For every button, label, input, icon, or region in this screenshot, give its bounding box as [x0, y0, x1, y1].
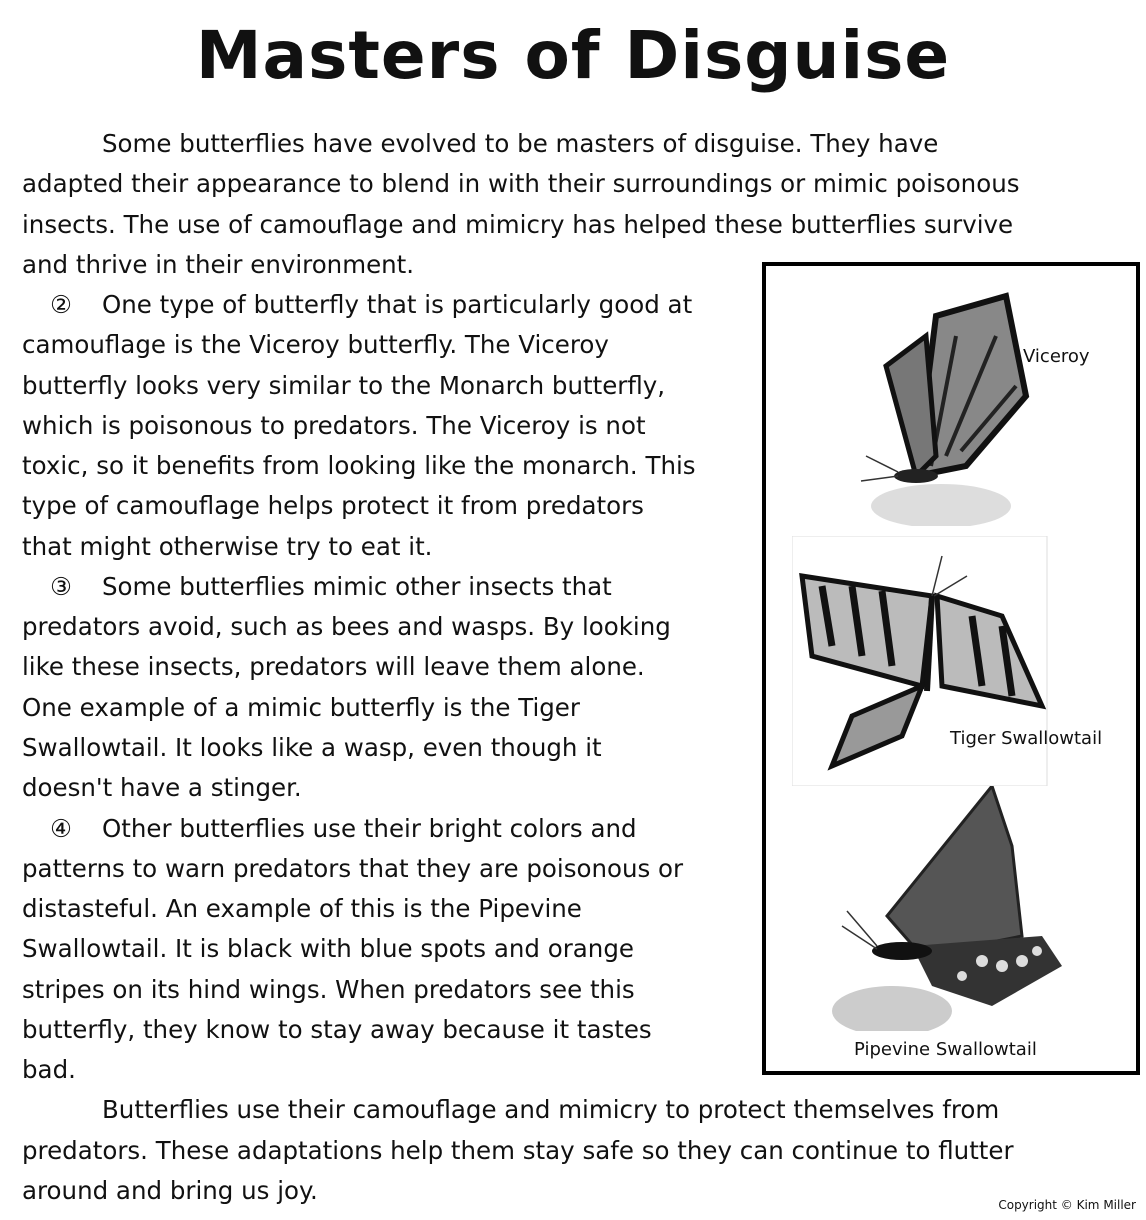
text-line: patterns to warn predators that they are poisonous or [22, 853, 684, 883]
viceroy-caption: Viceroy [1023, 346, 1090, 367]
pipevine-swallowtail-caption: Pipevine Swallowtail [854, 1039, 1037, 1060]
pipevine-swallowtail-image [832, 786, 1072, 1031]
text-line: insects. The use of camouflage and mimicry has helped these butterflies survive [22, 209, 1014, 239]
text-line: like these insects, predators will leave them alone. [22, 652, 645, 682]
figure-box [762, 262, 1140, 1075]
text-line: stripes on its hind wings. When predators see this [22, 974, 635, 1004]
text-line: Butterflies use their camouflage and mimicry to protect themselves from [102, 1095, 1000, 1125]
copyright-notice: Copyright © Kim Miller [998, 1198, 1136, 1212]
viceroy-butterfly-image [836, 276, 1056, 526]
page-title: Masters of Disguise [195, 17, 951, 94]
paragraph-number: ② [50, 290, 72, 320]
text-line: around and bring us joy. [22, 1175, 318, 1205]
text-line: Swallowtail. It is black with blue spots and orange [22, 934, 634, 964]
text-line: and thrive in their environment. [22, 249, 415, 279]
text-line: Some butterflies have evolved to be masters of disguise. They have [102, 129, 939, 158]
text-line: toxic, so it benefits from looking like the monarch. This [22, 451, 696, 481]
text-line: camouflage is the Viceroy butterfly. The Viceroy [22, 330, 609, 360]
tiger-swallowtail-caption: Tiger Swallowtail [950, 728, 1103, 749]
text-line: distasteful. An example of this is the Pipevine [22, 894, 582, 924]
text-line: which is poisonous to predators. The Viceroy is not [22, 410, 646, 440]
text-line: doesn't have a stinger. [22, 773, 302, 803]
text-line: butterfly, they know to stay away because it tastes [22, 1014, 652, 1044]
text-line: butterfly looks very similar to the Monarch butterfly, [22, 370, 666, 400]
text-line: One example of a mimic butterfly is the Tiger [22, 692, 580, 722]
text-line: adapted their appearance to blend in with their surroundings or mimic poisonous [22, 169, 1020, 199]
text-line: type of camouflage helps protect it from predators [22, 491, 644, 521]
text-line: predators. These adaptations help them stay safe so they can continue to flutter [22, 1135, 1014, 1165]
text-line: One type of butterfly that is particularly good at [102, 290, 693, 320]
text-line: that might otherwise try to eat it. [22, 531, 433, 561]
text-line: Swallowtail. It looks like a wasp, even though it [22, 732, 602, 762]
text-line: Some butterflies mimic other insects that [102, 571, 612, 601]
text-line: predators avoid, such as bees and wasps. By looking [22, 612, 671, 642]
text-line: bad. [22, 1055, 76, 1085]
paragraph-number: ③ [50, 571, 72, 601]
text-line: Other butterflies use their bright colors and [102, 813, 637, 843]
paragraph-number: ④ [50, 813, 72, 843]
